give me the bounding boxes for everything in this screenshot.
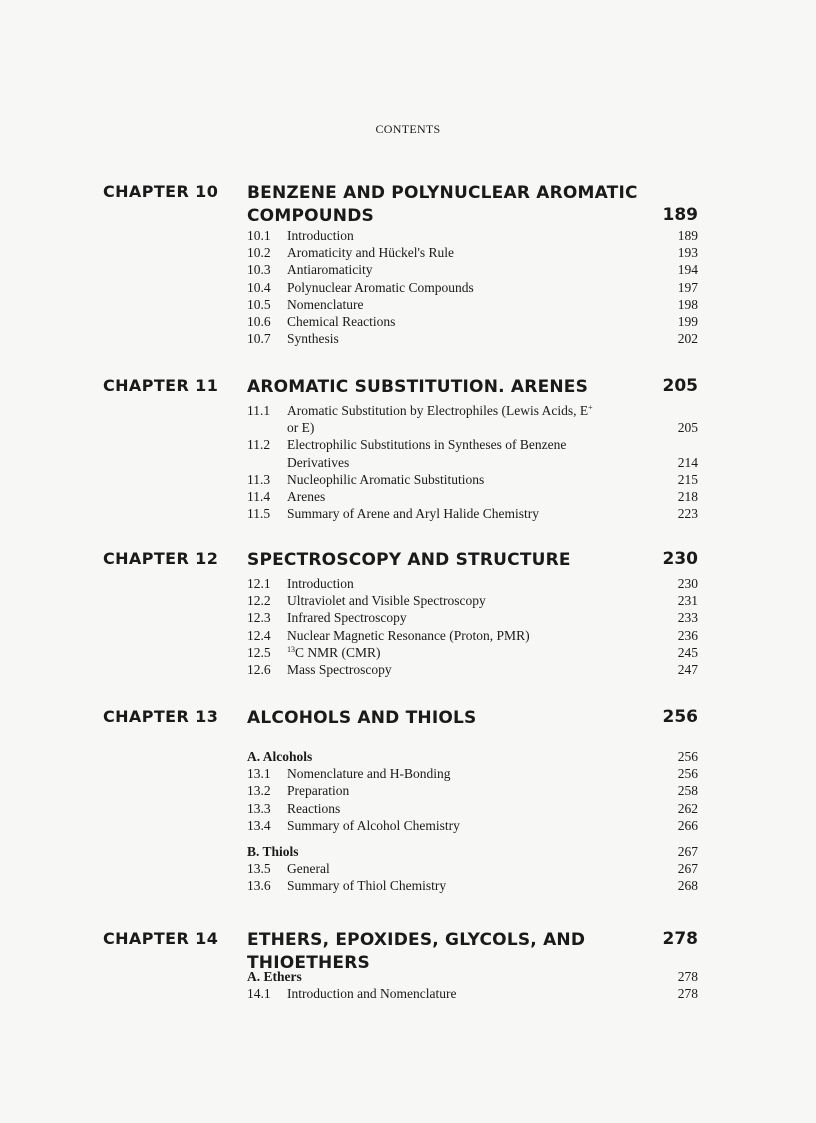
section-page: 256 bbox=[677, 749, 698, 764]
toc-entry bbox=[247, 244, 698, 261]
section-page: 223 bbox=[677, 506, 698, 522]
section-page: 199 bbox=[677, 314, 698, 330]
chapter-title: BENZENE AND POLYNUCLEAR AROMATIC COMPOUNDS bbox=[247, 183, 638, 226]
toc-entry bbox=[247, 471, 698, 488]
superscript: 13 bbox=[287, 644, 295, 654]
section-list bbox=[247, 968, 698, 1002]
section-title: Summary of Thiol Chemistry bbox=[287, 878, 447, 894]
section-list bbox=[247, 227, 698, 347]
section-number: 11.5 bbox=[247, 506, 271, 522]
section-number: 12.2 bbox=[247, 593, 271, 609]
section-title: Introduction bbox=[287, 576, 354, 591]
subsection-heading bbox=[247, 968, 698, 985]
section-page: 230 bbox=[677, 576, 698, 591]
toc-entry bbox=[247, 661, 698, 678]
section-title: Mass Spectroscopy bbox=[287, 662, 392, 678]
chapter-page: 278 bbox=[662, 929, 698, 949]
chapter-label: CHAPTER 12 bbox=[103, 549, 219, 568]
section-title: Arenes bbox=[287, 489, 326, 505]
toc-entry bbox=[247, 782, 698, 799]
toc-entry bbox=[247, 436, 698, 470]
section-page: 267 bbox=[677, 844, 698, 860]
section-number: 10.6 bbox=[247, 314, 271, 330]
section-number: 10.5 bbox=[247, 296, 271, 312]
toc-entry bbox=[247, 985, 698, 1002]
chapter-title: AROMATIC SUBSTITUTION. ARENES bbox=[247, 377, 589, 397]
section-title: Nomenclature and H-Bonding bbox=[287, 766, 451, 782]
chapter-label: CHAPTER 11 bbox=[103, 376, 219, 395]
section-number: 10.2 bbox=[247, 245, 271, 261]
toc-entry bbox=[247, 330, 698, 347]
toc-entry bbox=[247, 505, 698, 522]
section-page: 236 bbox=[677, 627, 698, 643]
chapter-label: CHAPTER 10 bbox=[103, 182, 219, 201]
chapter-title: ETHERS, EPOXIDES, GLYCOLS, AND THIOETHERS bbox=[247, 930, 586, 973]
section-number: 12.5 bbox=[247, 644, 271, 660]
section-title: Introduction bbox=[287, 228, 354, 243]
section-title: Antiaromaticity bbox=[287, 262, 373, 278]
toc-entry bbox=[247, 817, 698, 834]
section-number: 11.4 bbox=[247, 489, 271, 505]
chapter-label: CHAPTER 14 bbox=[103, 929, 219, 948]
toc-entry bbox=[247, 800, 698, 817]
section-title: Chemical Reactions bbox=[287, 314, 396, 330]
toc-entry bbox=[247, 402, 698, 436]
subsection-title: B. Thiols bbox=[247, 844, 299, 860]
section-page: 262 bbox=[677, 800, 698, 816]
section-title: Electrophilic Substitutions in Syntheses of Benzene Derivatives bbox=[287, 437, 567, 470]
section-title-line1: Aromatic Substitution by Electrophiles (Lewis Acids, E bbox=[287, 403, 589, 418]
section-number: 11.1 bbox=[247, 403, 271, 418]
section-title: Nomenclature bbox=[287, 296, 364, 312]
section-title bbox=[287, 402, 648, 436]
section-title: Ultraviolet and Visible Spectroscopy bbox=[287, 593, 486, 609]
section-number: 10.1 bbox=[247, 228, 271, 243]
toc-entry bbox=[247, 627, 698, 644]
toc-entry bbox=[247, 227, 698, 244]
section-page: 215 bbox=[677, 471, 698, 487]
section-page: 267 bbox=[677, 861, 698, 877]
section-list bbox=[247, 748, 698, 895]
section-number: 11.3 bbox=[247, 471, 271, 487]
toc-entry bbox=[247, 592, 698, 609]
section-page: 278 bbox=[677, 969, 698, 984]
section-page: 198 bbox=[677, 296, 698, 312]
section-list bbox=[247, 402, 698, 522]
toc-entry bbox=[247, 261, 698, 278]
section-title-line2: or E) bbox=[287, 420, 315, 436]
toc-entry bbox=[247, 296, 698, 313]
section-title: Summary of Arene and Aryl Halide Chemistry bbox=[287, 506, 539, 522]
section-number: 14.1 bbox=[247, 986, 271, 1002]
section-title: Synthesis bbox=[287, 331, 339, 347]
toc-entry bbox=[247, 313, 698, 330]
section-number: 12.6 bbox=[247, 662, 271, 678]
section-title: Introduction and Nomenclature bbox=[287, 986, 457, 1002]
section-page: 233 bbox=[677, 610, 698, 626]
section-page: 256 bbox=[677, 766, 698, 782]
toc-entry bbox=[247, 877, 698, 894]
section-title: Infrared Spectroscopy bbox=[287, 610, 407, 626]
section-number: 12.4 bbox=[247, 627, 271, 643]
section-title: General bbox=[287, 861, 330, 877]
section-number: 13.4 bbox=[247, 817, 271, 833]
section-page: 245 bbox=[677, 644, 698, 660]
toc-entry bbox=[247, 488, 698, 505]
section-number: 12.1 bbox=[247, 576, 271, 591]
section-page: 231 bbox=[677, 593, 698, 609]
section-page: 189 bbox=[677, 228, 698, 243]
chapter-label: CHAPTER 13 bbox=[103, 707, 219, 726]
section-list bbox=[247, 575, 698, 678]
chapter-title: SPECTROSCOPY AND STRUCTURE bbox=[247, 550, 571, 570]
chapter-page: 205 bbox=[662, 376, 698, 396]
section-title: Reactions bbox=[287, 800, 341, 816]
section-title: Summary of Alcohol Chemistry bbox=[287, 817, 460, 833]
chapter-page: 230 bbox=[662, 549, 698, 569]
section-title: Nuclear Magnetic Resonance (Proton, PMR) bbox=[287, 627, 530, 643]
section-number: 10.7 bbox=[247, 331, 271, 347]
toc-entry bbox=[247, 609, 698, 626]
section-page: 202 bbox=[677, 331, 698, 347]
toc-entry bbox=[247, 860, 698, 877]
superscript: + bbox=[588, 403, 593, 412]
subsection-title: A. Ethers bbox=[247, 969, 302, 984]
section-number: 13.5 bbox=[247, 861, 271, 877]
running-head: CONTENTS bbox=[375, 122, 441, 136]
subsection-title: A. Alcohols bbox=[247, 749, 313, 764]
section-page: 214 bbox=[677, 454, 698, 470]
section-number: 13.6 bbox=[247, 878, 271, 894]
section-page: 205 bbox=[677, 420, 698, 436]
section-title-text: C NMR (CMR) bbox=[295, 644, 381, 660]
section-page: 278 bbox=[677, 986, 698, 1002]
section-title: Polynuclear Aromatic Compounds bbox=[287, 279, 474, 295]
section-page: 197 bbox=[677, 279, 698, 295]
subsection-heading bbox=[247, 843, 698, 860]
section-number: 10.4 bbox=[247, 279, 271, 295]
section-number: 13.2 bbox=[247, 783, 271, 799]
toc-entry bbox=[247, 279, 698, 296]
section-page: 193 bbox=[677, 245, 698, 261]
section-page: 258 bbox=[677, 783, 698, 799]
toc-entry bbox=[247, 765, 698, 782]
section-number: 13.3 bbox=[247, 800, 271, 816]
section-number: 10.3 bbox=[247, 262, 271, 278]
chapter-page: 256 bbox=[662, 707, 698, 727]
section-page: 194 bbox=[677, 262, 698, 278]
toc-entry bbox=[247, 575, 698, 592]
section-title bbox=[287, 644, 648, 661]
section-number: 13.1 bbox=[247, 766, 271, 782]
section-title: Preparation bbox=[287, 783, 350, 799]
section-number: 11.2 bbox=[247, 437, 271, 453]
chapter-page: 189 bbox=[662, 205, 698, 225]
section-page: 268 bbox=[677, 878, 698, 894]
chapter-title: ALCOHOLS AND THIOLS bbox=[247, 708, 477, 728]
toc-entry bbox=[247, 644, 698, 661]
section-page: 266 bbox=[677, 817, 698, 833]
section-title: Aromaticity and Hückel's Rule bbox=[287, 245, 455, 261]
section-title: Nucleophilic Aromatic Substitutions bbox=[287, 471, 485, 487]
section-number: 12.3 bbox=[247, 610, 271, 626]
subsection-heading bbox=[247, 748, 698, 765]
section-page: 218 bbox=[677, 489, 698, 505]
section-page: 247 bbox=[677, 662, 698, 678]
